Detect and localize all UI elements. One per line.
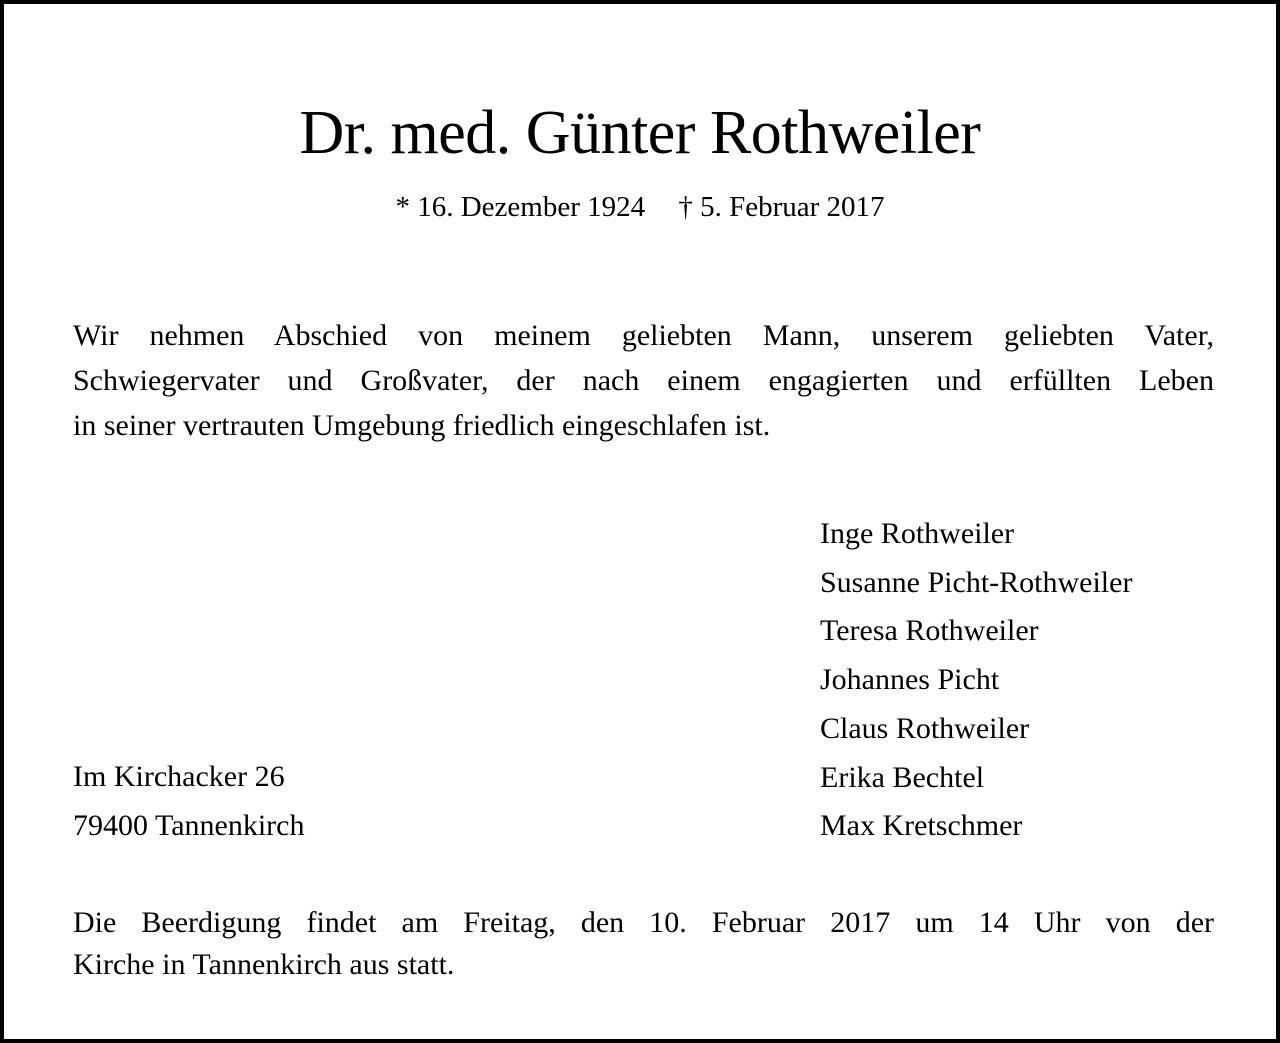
birth-date: * 16. Dezember 1924 xyxy=(395,191,646,223)
deceased-name: Dr. med. Günter Rothweiler xyxy=(299,99,981,167)
funeral-line: Die Beerdigung findet am Freitag, den 10. Februar 2017 um 14 Uhr von der xyxy=(73,906,1214,939)
funeral-line: Kirche in Tannenkirch aus statt. xyxy=(73,948,455,981)
farewell-line: in seiner vertrauten Umgebung friedlich eingeschlafen ist. xyxy=(73,409,771,442)
mourner-name: Susanne Picht-Rothweiler xyxy=(820,565,1133,599)
address-block xyxy=(73,753,304,850)
mourner-name: Inge Rothweiler xyxy=(820,517,1015,550)
mourner-name: Claus Rothweiler xyxy=(820,711,1030,745)
mourner-name: Teresa Rothweiler xyxy=(820,614,1039,648)
mourner-name: Erika Bechtel xyxy=(820,760,985,794)
address-city: 79400 Tannenkirch xyxy=(73,808,305,842)
mourners-list xyxy=(820,510,1132,851)
death-date: † 5. Februar 2017 xyxy=(678,191,885,223)
mourner-name: Max Kretschmer xyxy=(820,809,1023,843)
farewell-line: Schwiegervater und Großvater, der nach einem engagierten und erfüllten Leben xyxy=(73,364,1214,397)
farewell-paragraph xyxy=(73,313,1214,448)
life-dates xyxy=(4,189,1276,225)
farewell-line: Wir nehmen Abschied von meinem geliebten Mann, unserem geliebten Vater, xyxy=(73,319,1214,352)
funeral-paragraph xyxy=(73,902,1214,986)
address-street: Im Kirchacker 26 xyxy=(73,760,285,793)
mourner-name: Johannes Picht xyxy=(820,663,1000,697)
